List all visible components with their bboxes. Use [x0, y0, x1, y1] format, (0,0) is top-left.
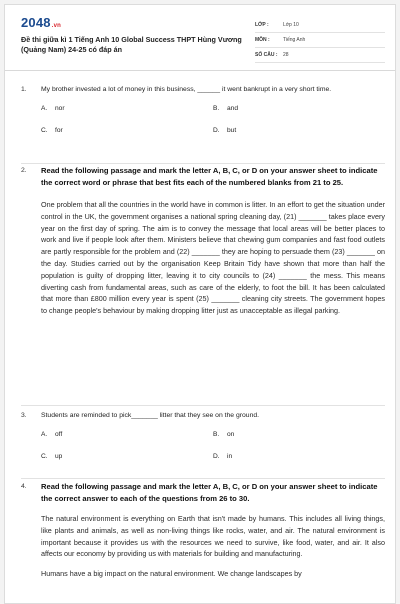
meta-row-class [255, 18, 385, 33]
option-d[interactable]: D. in [213, 453, 233, 460]
question-text: My brother invested a lot of money in this business, ______ it went bankrupt in a very short time. [41, 86, 332, 93]
divider [21, 478, 385, 479]
logo-suffix: .vn [51, 23, 62, 29]
option-a[interactable]: A. off [41, 431, 63, 438]
site-logo[interactable] [21, 15, 61, 30]
option-c[interactable]: C. up [41, 453, 63, 460]
question-number: 1. [21, 86, 27, 93]
document-title: Đề thi giữa kì 1 Tiếng Anh 10 Global Success THPT Hùng Vương (Quảng Nam) 24-25 có đáp án [21, 35, 242, 54]
document-page [4, 4, 396, 604]
passage-instruction: Read the following passage and mark the letter A, B, C, or D on your answer sheet to indicate the correct answer to each of the questions from 26 to 30. [41, 482, 378, 503]
document-header [5, 5, 395, 71]
logo-main: 2048 [21, 15, 51, 30]
options-row-1 [41, 429, 385, 443]
meta-key: LỚP : [255, 22, 269, 28]
meta-row-count [255, 48, 385, 63]
question-number: 2. [21, 167, 27, 174]
options-row-2 [41, 125, 385, 139]
option-b[interactable]: B. and [213, 105, 239, 112]
meta-row-subject [255, 33, 385, 48]
passage-text: The natural environment is everything on Earth that isn't made by humans. This includes all living things, like plants and animals, as well as non-living things like rocks, water, and air. The natural environment is important because it provides us with the resources we need to survive, like food, water, and air. It also affects our economy by providing us with materials for building and manufacturing. [41, 514, 385, 559]
passage-text-continued: Humans have a big impact on the natural environment. We change landscapes by [41, 569, 302, 579]
question-3 [21, 410, 385, 465]
question-text: Students are reminded to pick_______ litter that they see on the ground. [41, 412, 260, 419]
divider [21, 163, 385, 164]
passage-text: One problem that all the countries in the world have in common is litter. In an effort to get the situation under control in the UK, the government organises a national spring cleaning day, (21) _______ takes place every year on the first day of spring. The aim is to convey the message that local areas will be better places to work and live if people look after them. Ministers believe that chewing gum companies and fast food outlets are partly responsible for the problem and (22) _______ they are hoping to persuade them (23) _______ on the day. Studies carried out by the organisation Keep Britain Tidy have shown that more than half the population is guilty of dropping litter, leaving it to city councils to (24) _______ the mess. This means diverting cash from fundamental areas, such as care of the elderly, to foot the bill. It has been calculated that more than £800 million every year is spent (25) _______ cleaning city streets. The government hopes to change people's behaviour by making dropping litter just as unacceptable as illegal parking. [41, 200, 385, 316]
question-number: 3. [21, 412, 27, 419]
meta-key: MÔN : [255, 37, 270, 43]
question-2 [21, 165, 385, 317]
meta-value: Tiếng Anh [283, 37, 306, 43]
question-1 [21, 84, 385, 139]
option-c[interactable]: C. for [41, 127, 63, 134]
option-b[interactable]: B. on [213, 431, 235, 438]
divider [21, 405, 385, 406]
meta-key: SỐ CÂU : [255, 52, 278, 58]
question-number: 4. [21, 483, 27, 490]
meta-value: 28 [283, 52, 289, 58]
option-a[interactable]: A. nor [41, 105, 65, 112]
options-row-2 [41, 451, 385, 465]
meta-value: Lớp 10 [283, 22, 299, 28]
question-4 [21, 481, 385, 580]
meta-table [255, 18, 385, 63]
option-d[interactable]: D. but [213, 127, 237, 134]
passage-instruction: Read the following passage and mark the letter A, B, C, or D on your answer sheet to indicate the correct word or phrase that best fits each of the numbered blanks from 21 to 25. [41, 166, 378, 187]
options-row-1 [41, 103, 385, 117]
